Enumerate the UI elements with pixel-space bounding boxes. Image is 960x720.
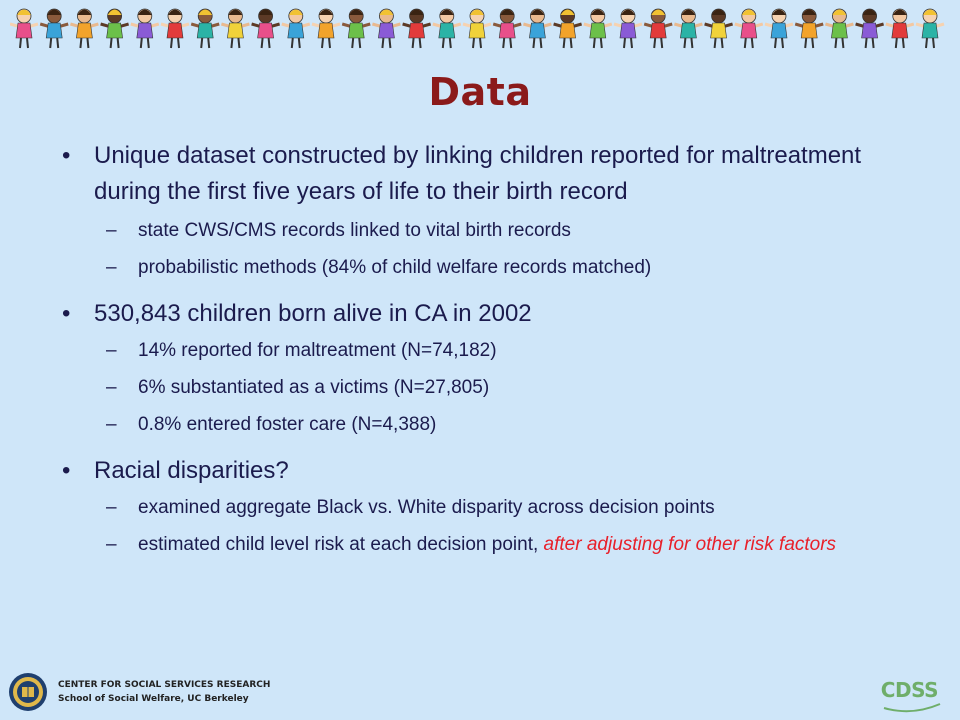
- emphasis-text: after adjusting for other risk factors: [543, 534, 837, 555]
- dash-marker: –: [106, 414, 117, 435]
- child-figure: [372, 9, 400, 48]
- child-figure: [131, 9, 159, 48]
- child-figure: [705, 9, 733, 48]
- dash-marker: –: [106, 257, 117, 278]
- child-figure: [191, 9, 219, 48]
- slide-title: Data: [428, 70, 532, 114]
- child-figure: [674, 9, 702, 48]
- sub-bullet-text: 6% substantiated as a victims (N=27,805): [138, 377, 490, 398]
- sub-bullet-text: estimated child level risk at each decision point,: [138, 534, 544, 555]
- footer-organization: [58, 678, 270, 706]
- child-figure: [433, 9, 461, 48]
- child-figure: [886, 9, 914, 48]
- sub-bullet-text: probabilistic methods (84% of child welfare records matched): [138, 257, 652, 278]
- children-border-decoration: [10, 4, 950, 54]
- cdss-swoosh-icon: [882, 700, 942, 714]
- sub-bullet-foster-care: [56, 410, 916, 439]
- child-figure: [221, 9, 249, 48]
- child-figure: [795, 9, 823, 48]
- child-figure: [40, 9, 68, 48]
- sub-bullet-text: examined aggregate Black vs. White disparity across decision points: [138, 497, 715, 518]
- child-figure: [282, 9, 310, 48]
- footer-line-2: School of Social Welfare, UC Berkeley: [58, 694, 249, 704]
- bullet-marker: •: [62, 457, 71, 484]
- dash-marker: –: [106, 377, 117, 398]
- sub-bullet-text: 14% reported for maltreatment (N=74,182): [138, 340, 497, 361]
- cdss-logo: CDSS: [880, 678, 938, 702]
- child-figure: [101, 9, 129, 48]
- child-figure: [463, 9, 491, 48]
- bullet-text: Racial disparities?: [94, 457, 289, 484]
- dash-marker: –: [106, 497, 117, 518]
- bullet-dataset: [56, 138, 916, 210]
- sub-bullet-reported: [56, 336, 916, 365]
- footer-line-1: CENTER FOR SOCIAL SERVICES RESEARCH: [58, 680, 271, 690]
- dash-marker: –: [106, 534, 117, 555]
- child-figure: [825, 9, 853, 48]
- slide-content: [56, 138, 916, 559]
- child-figure: [342, 9, 370, 48]
- child-figure: [493, 9, 521, 48]
- child-figure: [10, 9, 38, 48]
- sub-bullet-substantiated: [56, 373, 916, 402]
- bullet-text: 530,843 children born alive in CA in 2002: [94, 300, 532, 327]
- child-figure: [312, 9, 340, 48]
- sub-bullet-probabilistic: [56, 253, 916, 282]
- child-figure: [252, 9, 280, 48]
- child-figure: [70, 9, 98, 48]
- sub-bullet-cws-records: [56, 216, 916, 245]
- child-figure: [644, 9, 672, 48]
- child-figure: [554, 9, 582, 48]
- child-figure: [161, 9, 189, 48]
- bullet-children-born: [56, 296, 916, 332]
- bullet-text: Unique dataset constructed by linking children reported for maltreatment during the first five years of life to their birth record: [94, 142, 862, 205]
- child-figure: [523, 9, 551, 48]
- bullet-racial-disparities: [56, 453, 916, 489]
- child-figure: [916, 9, 944, 48]
- child-figure: [614, 9, 642, 48]
- dash-marker: –: [106, 340, 117, 361]
- child-figure: [735, 9, 763, 48]
- sub-bullet-text: state CWS/CMS records linked to vital birth records: [138, 220, 571, 241]
- child-figure: [765, 9, 793, 48]
- sub-bullet-child-risk: [56, 530, 916, 559]
- dash-marker: –: [106, 220, 117, 241]
- bullet-marker: •: [62, 300, 71, 327]
- bullet-marker: •: [62, 142, 71, 169]
- uc-seal-icon: [8, 672, 48, 712]
- sub-bullet-aggregate: [56, 493, 916, 522]
- child-figure: [403, 9, 431, 48]
- child-figure: [856, 9, 884, 48]
- child-figure: [584, 9, 612, 48]
- sub-bullet-text: 0.8% entered foster care (N=4,388): [138, 414, 437, 435]
